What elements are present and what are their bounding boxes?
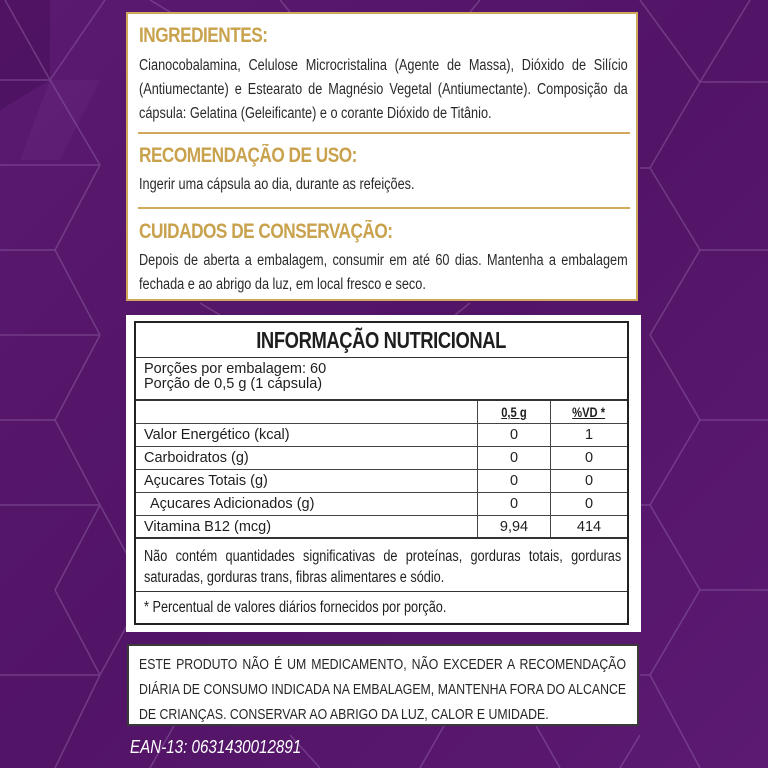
nutrient-amount: 9,94 [478, 516, 551, 537]
warning-text: ESTE PRODUTO NÃO É UM MEDICAMENTO, NÃO EXCEDER A RECOMENDAÇÃO DIÁRIA DE CONSUMO INDICADA NA EMBALAGEM, MANTENHA FORA DO ALCANCE DE CRIANÇAS. CONSERVAR AO ABRIGO DA LUZ, CALOR E UMIDADE. [139, 656, 627, 723]
header-name [136, 401, 478, 423]
nutrient-amount: 0 [478, 424, 551, 446]
storage-text: Depois de aberta a embalagem, consumir em até 60 dias. Mantenha a embalagem fechada e ao abrigo da luz, em local fresco e seco. [139, 252, 628, 293]
nutrition-note-text: Não contém quantidades significativas de proteínas, gorduras totais, gorduras saturadas, gorduras trans, fibras alimentares e sódio. [144, 548, 622, 586]
table-row [136, 447, 627, 470]
nutrient-dv: 0 [584, 473, 594, 489]
nutrient-name: Açucares Totais (g) [136, 470, 478, 492]
section-divider [138, 132, 630, 134]
table-row [136, 470, 627, 493]
nutrient-amount: 0 [478, 447, 551, 469]
info-card [126, 12, 638, 301]
nutrient-name: Vitamina B12 (mcg) [136, 516, 478, 537]
header-amount-label: 0,5 g [501, 404, 527, 420]
nutrition-panel [126, 315, 641, 632]
nutrition-title-row [136, 323, 627, 358]
nutrition-footnote-text: * Percentual de valores diários fornecidos por porção. [144, 599, 447, 616]
nutrient-amount: 0 [478, 493, 551, 515]
nutrient-dv: 1 [584, 427, 594, 443]
header-dv-label: %VD * [572, 404, 606, 420]
storage-title: CUIDADOS DE CONSERVAÇÃO: [139, 220, 393, 243]
nutrition-footnote [136, 592, 627, 618]
table-header-row [136, 401, 627, 424]
nutrition-note [136, 539, 627, 592]
nutrient-name: Carboidratos (g) [136, 447, 478, 469]
nutrition-table [134, 321, 629, 625]
ean-barcode-number: EAN-13: 0631430012891 [130, 736, 302, 757]
warning-box [127, 644, 639, 726]
nutrient-amount: 0 [478, 470, 551, 492]
nutrient-dv: 0 [584, 450, 594, 466]
header-amount [478, 401, 551, 423]
nutrition-title: INFORMAÇÃO NUTRICIONAL [256, 326, 507, 353]
usage-title: RECOMENDAÇÃO DE USO: [139, 144, 357, 167]
table-row [136, 493, 627, 516]
nutrient-name: Açucares Adicionados (g) [136, 493, 478, 515]
table-row [136, 424, 627, 447]
section-divider [138, 207, 630, 209]
usage-text: Ingerir uma cápsula ao dia, durante as refeições. [139, 176, 415, 193]
nutrient-name: Valor Energético (kcal) [136, 424, 478, 446]
ingredients-text: Cianocobalamina, Celulose Microcristalina (Agente de Massa), Dióxido de Silício (Antiumectante) e Estearato de Magnésio Vegetal (Antiumectante). Composição da cápsula: Gelatina (Geleificante) e o corante Dióxido de Titânio. [139, 57, 628, 122]
nutrient-dv: 0 [584, 496, 594, 512]
nutrient-dv: 414 [576, 519, 602, 535]
serving-info [136, 358, 627, 401]
table-row [136, 516, 627, 539]
serving-size: Porção de 0,5 g (1 cápsula) [144, 376, 323, 392]
servings-per-package: Porções por embalagem: 60 [144, 361, 327, 377]
header-dv [551, 401, 627, 423]
ingredients-title: INGREDIENTES: [139, 24, 268, 47]
